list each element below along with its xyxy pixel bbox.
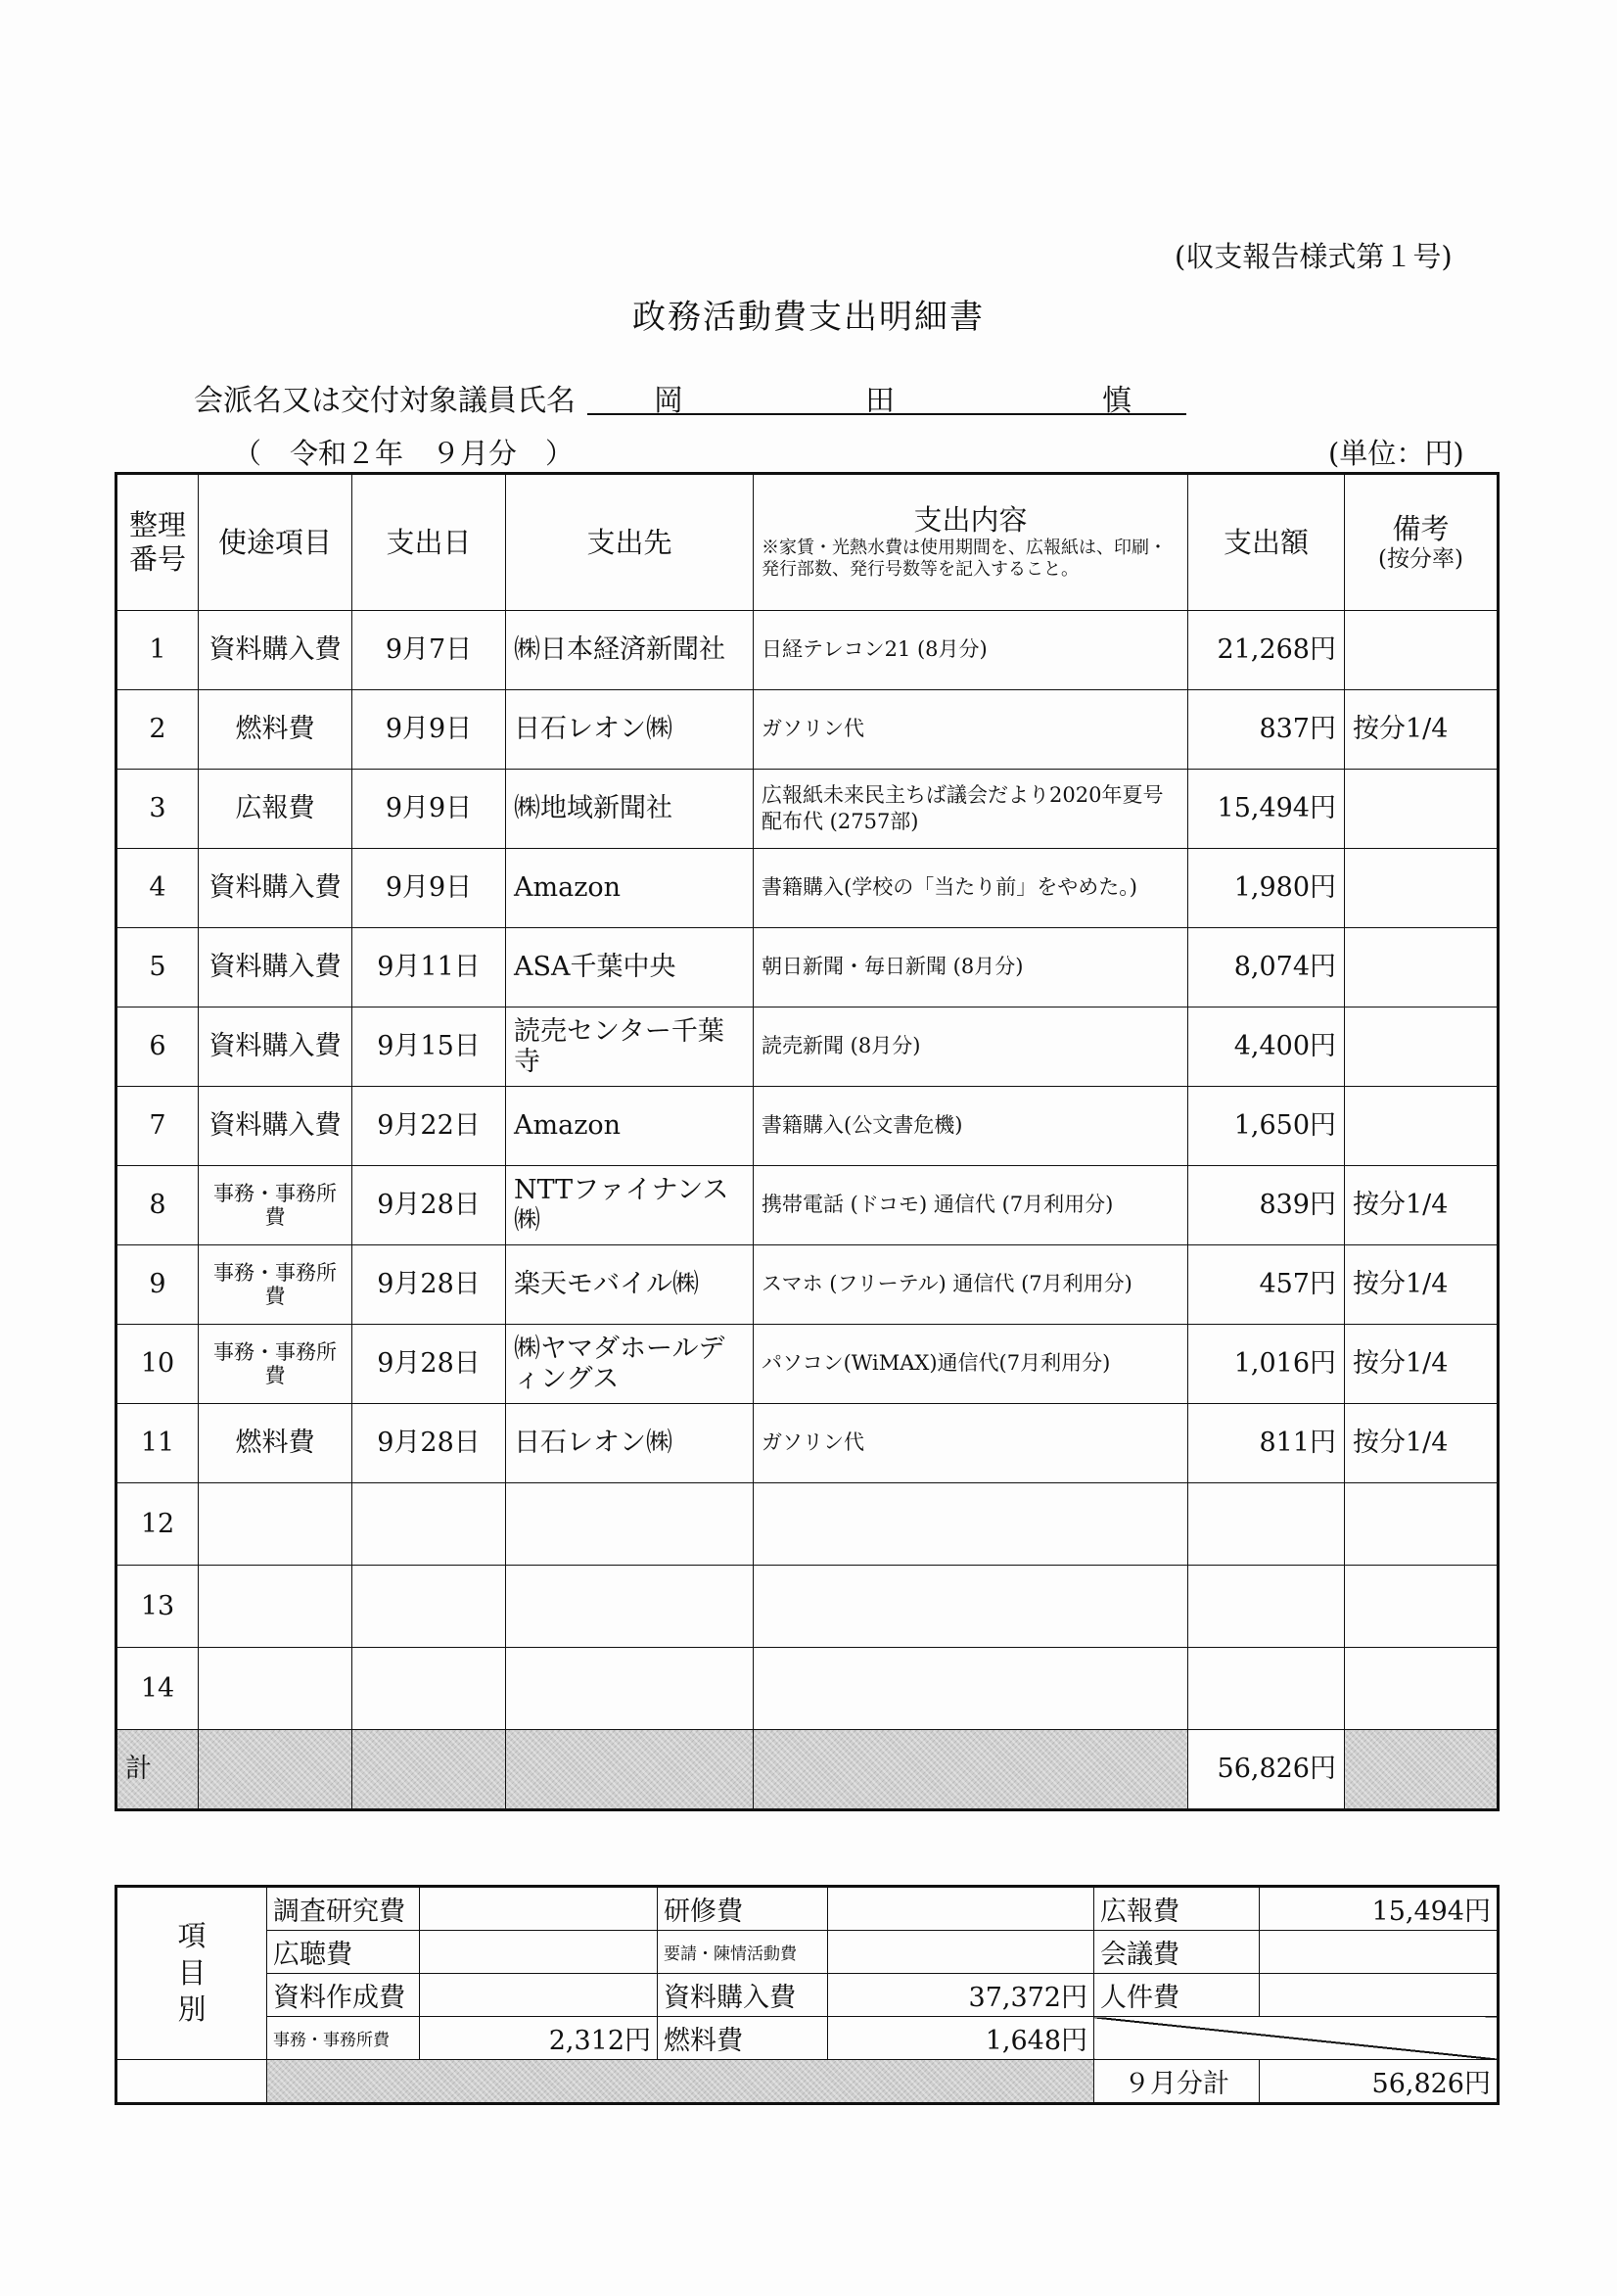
header-remarks-sub: (按分率) [1378,545,1463,572]
row-amount: 15,494円 [1188,770,1345,849]
row-remarks [1345,1087,1499,1166]
row-number: 1 [116,611,199,690]
row-number: 7 [116,1087,199,1166]
row-amount [1188,1648,1345,1730]
row-date: 9月9日 [352,770,506,849]
row-remarks [1345,611,1499,690]
row-category: 資料購入費 [199,1087,352,1166]
row-category: 資料購入費 [199,1007,352,1087]
header-category: 使途項目 [199,474,352,611]
table-row [116,1245,1499,1325]
header-content-title: 支出内容 [913,503,1028,538]
summary-row [116,2017,1499,2060]
header-amount: 支出額 [1188,474,1345,611]
row-remarks [1345,1007,1499,1087]
row-amount: 8,074円 [1188,928,1345,1007]
row-category: 燃料費 [199,1404,352,1483]
summary-row [116,1931,1499,1974]
total-shade [199,1730,352,1810]
row-number: 13 [116,1566,199,1648]
row-category: 事務・事務所費 [199,1166,352,1245]
row-amount: 837円 [1188,690,1345,770]
summary-label: 資料購入費 [658,1974,828,2017]
header-remarks-title: 備考 [1392,511,1450,545]
row-remarks: 按分1/4 [1345,690,1499,770]
row-content [754,1648,1188,1730]
row-date: 9月11日 [352,928,506,1007]
row-content: 読売新聞 (8月分) [754,1007,1188,1087]
member-name-label: 会派名又は交付対象議員氏名 [194,384,576,418]
row-amount: 1,016円 [1188,1325,1345,1404]
row-content [754,1483,1188,1566]
row-date: 9月28日 [352,1404,506,1483]
row-number: 3 [116,770,199,849]
row-content: 書籍購入(学校の「当たり前」をやめた。) [754,849,1188,928]
summary-value [420,1931,658,1974]
summary-value [1260,1974,1499,2017]
summary-value: 2,312円 [420,2017,658,2060]
row-amount: 457円 [1188,1245,1345,1325]
row-content: ガソリン代 [754,1404,1188,1483]
header-no: 整理 番号 [116,474,199,611]
row-payee: ㈱ヤマダホールディングス [506,1325,754,1404]
row-number: 11 [116,1404,199,1483]
row-content [754,1566,1188,1648]
summary-section-label: 項 目 別 [116,1887,267,2060]
table-row [116,1483,1499,1566]
total-shade [506,1730,754,1810]
table-row [116,1566,1499,1648]
reporting-period: （ 令和２年 ９月分 ） [233,437,575,470]
member-name-char-2: 田 [865,384,895,418]
row-amount: 1,980円 [1188,849,1345,928]
row-amount [1188,1483,1345,1566]
total-row [116,1730,1499,1810]
row-content: 広報紙未来民主ちば議会だより2020年夏号配布代 (2757部) [754,770,1188,849]
row-payee [506,1483,754,1566]
row-amount: 21,268円 [1188,611,1345,690]
row-category [199,1648,352,1730]
monthly-total-value: 56,826円 [1260,2060,1499,2104]
row-payee: 日石レオン㈱ [506,1404,754,1483]
total-shade [754,1730,1188,1810]
summary-label: 人件費 [1094,1974,1260,2017]
row-date [352,1483,506,1566]
row-number: 4 [116,849,199,928]
table-row [116,928,1499,1007]
summary-shade [267,2060,1094,2104]
row-amount [1188,1566,1345,1648]
summary-value [420,1887,658,1931]
row-payee: Amazon [506,1087,754,1166]
summary-blank [116,2060,267,2104]
row-payee: ㈱地域新聞社 [506,770,754,849]
row-payee: 読売センター千葉寺 [506,1007,754,1087]
summary-value [828,1887,1094,1931]
monthly-total-label: ９月分計 [1094,2060,1260,2104]
summary-value: 15,494円 [1260,1887,1499,1931]
header-remarks [1345,474,1499,611]
row-number: 9 [116,1245,199,1325]
summary-label: 広聴費 [267,1931,420,1974]
row-content: スマホ (フリーテル) 通信代 (7月利用分) [754,1245,1188,1325]
summary-label: 要請・陳情活動費 [658,1931,828,1974]
row-category: 事務・事務所費 [199,1325,352,1404]
row-category: 広報費 [199,770,352,849]
row-number: 14 [116,1648,199,1730]
table-row [116,1404,1499,1483]
summary-total-row [116,2060,1499,2104]
summary-value [1260,1931,1499,1974]
row-category: 事務・事務所費 [199,1245,352,1325]
table-row [116,690,1499,770]
row-category: 資料購入費 [199,849,352,928]
header-content-note: ※家賃・光熱水費は使用期間を、広報紙は、印刷・発行部数、発行号数等を記入すること。 [762,537,1167,581]
summary-row [116,1974,1499,2017]
row-payee: 楽天モバイル㈱ [506,1245,754,1325]
row-content: 書籍購入(公文書危機) [754,1087,1188,1166]
row-payee: NTTファイナンス㈱ [506,1166,754,1245]
row-date [352,1648,506,1730]
row-content: 朝日新聞・毎日新聞 (8月分) [754,928,1188,1007]
summary-label: 燃料費 [658,2017,828,2060]
diagonal-strike-cell [1094,2017,1499,2060]
row-number: 6 [116,1007,199,1087]
row-payee: 日石レオン㈱ [506,690,754,770]
row-remarks: 按分1/4 [1345,1325,1499,1404]
summary-label: 研修費 [658,1887,828,1931]
row-remarks [1345,849,1499,928]
table-header-row [116,474,1499,611]
table-row [116,1087,1499,1166]
row-amount: 811円 [1188,1404,1345,1483]
row-amount: 4,400円 [1188,1007,1345,1087]
row-amount: 839円 [1188,1166,1345,1245]
summary-label: 会議費 [1094,1931,1260,1974]
table-row [116,1648,1499,1730]
document-title: 政務活動費支出明細書 [632,298,985,337]
form-number: (収支報告様式第１号) [1175,240,1453,273]
unit-label: (単位：円) [1328,437,1464,470]
summary-label: 事務・事務所費 [267,2017,420,2060]
row-category: 資料購入費 [199,611,352,690]
row-date: 9月7日 [352,611,506,690]
row-content: ガソリン代 [754,690,1188,770]
row-content: 日経テレコン21 (8月分) [754,611,1188,690]
member-name-char-1: 岡 [654,384,683,418]
row-category: 資料購入費 [199,928,352,1007]
table-row [116,611,1499,690]
row-remarks [1345,770,1499,849]
row-date: 9月28日 [352,1245,506,1325]
row-date: 9月28日 [352,1325,506,1404]
member-name-char-3: 慎 [1102,384,1132,418]
summary-label: 広報費 [1094,1887,1260,1931]
row-number: 10 [116,1325,199,1404]
row-remarks [1345,928,1499,1007]
header-date: 支出日 [352,474,506,611]
expenditure-table [115,472,1500,1811]
row-date: 9月22日 [352,1087,506,1166]
total-shade [1345,1730,1499,1810]
category-summary-table [115,1885,1500,2105]
row-content: パソコン(WiMAX)通信代(7月利用分) [754,1325,1188,1404]
row-date: 9月28日 [352,1166,506,1245]
summary-value: 37,372円 [828,1974,1094,2017]
row-remarks: 按分1/4 [1345,1245,1499,1325]
row-remarks [1345,1566,1499,1648]
row-category [199,1483,352,1566]
table-row [116,1166,1499,1245]
table-row [116,849,1499,928]
row-payee: Amazon [506,849,754,928]
row-number: 2 [116,690,199,770]
row-payee: ASA千葉中央 [506,928,754,1007]
total-label: 計 [116,1730,199,1810]
row-payee [506,1648,754,1730]
row-remarks [1345,1483,1499,1566]
row-remarks [1345,1648,1499,1730]
total-shade [352,1730,506,1810]
header-content [754,474,1188,611]
row-category [199,1566,352,1648]
summary-row [116,1887,1499,1931]
summary-value [828,1931,1094,1974]
row-payee: ㈱日本経済新聞社 [506,611,754,690]
row-category: 燃料費 [199,690,352,770]
row-number: 8 [116,1166,199,1245]
table-row [116,1325,1499,1404]
row-date: 9月9日 [352,849,506,928]
header-payee: 支出先 [506,474,754,611]
row-date: 9月15日 [352,1007,506,1087]
row-amount: 1,650円 [1188,1087,1345,1166]
row-content: 携帯電話 (ドコモ) 通信代 (7月利用分) [754,1166,1188,1245]
total-amount: 56,826円 [1188,1730,1345,1810]
row-remarks: 按分1/4 [1345,1166,1499,1245]
summary-label: 資料作成費 [267,1974,420,2017]
row-remarks: 按分1/4 [1345,1404,1499,1483]
row-date: 9月9日 [352,690,506,770]
row-number: 5 [116,928,199,1007]
table-row [116,770,1499,849]
row-payee [506,1566,754,1648]
row-date [352,1566,506,1648]
row-number: 12 [116,1483,199,1566]
summary-value [420,1974,658,2017]
table-row [116,1007,1499,1087]
summary-label: 調査研究費 [267,1887,420,1931]
summary-value: 1,648円 [828,2017,1094,2060]
